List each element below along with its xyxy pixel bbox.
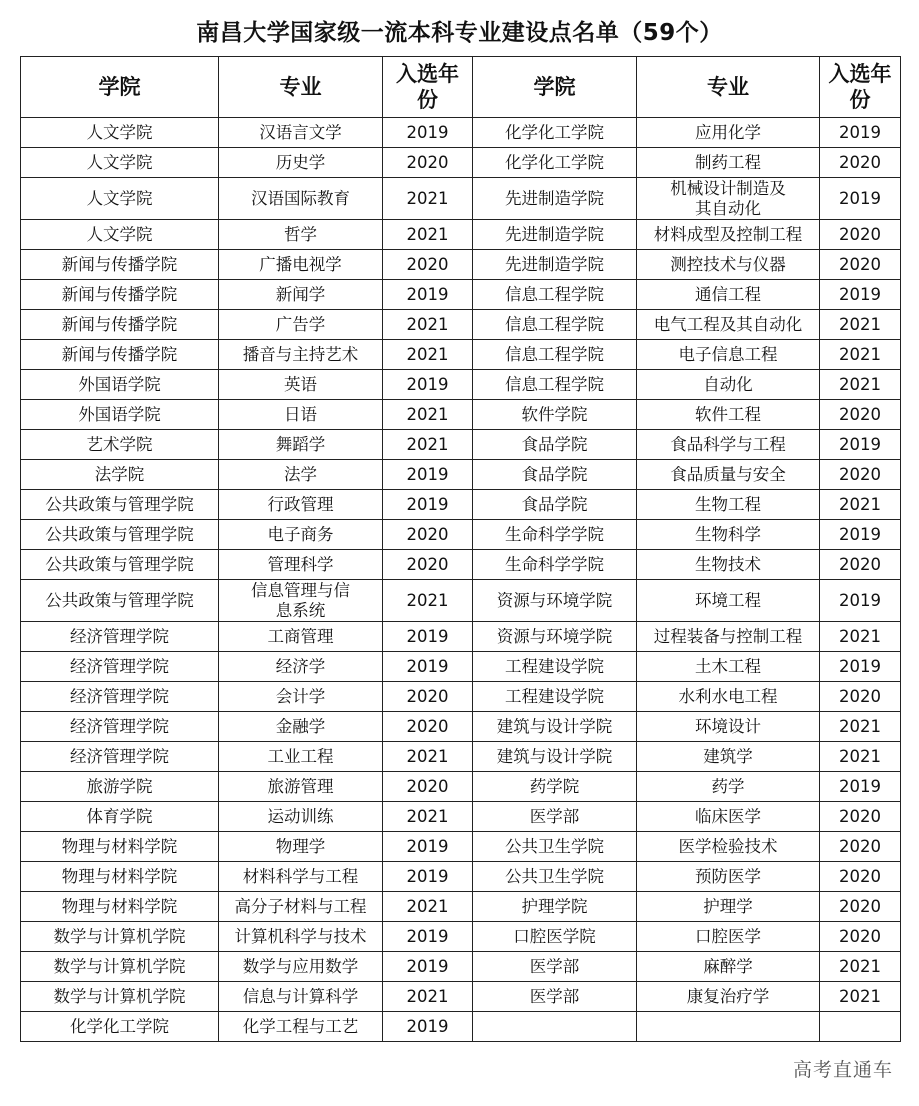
majors-table — [20, 56, 901, 1042]
college-left-cell: 公共政策与管理学院 — [21, 520, 219, 550]
college-right-cell: 工程建设学院 — [473, 652, 637, 682]
year-left-cell: 2020 — [383, 772, 473, 802]
major-left-cell: 金融学 — [219, 712, 383, 742]
year-right-cell: 2020 — [820, 220, 901, 250]
major-left-cell: 广告学 — [219, 310, 383, 340]
year-left-cell: 2020 — [383, 550, 473, 580]
table-row — [21, 742, 901, 772]
year-right-cell: 2019 — [820, 772, 901, 802]
college-right-cell: 医学部 — [473, 802, 637, 832]
watermark: 高考直通车 — [792, 1059, 893, 1081]
college-right-cell: 工程建设学院 — [473, 682, 637, 712]
year-left-cell: 2020 — [383, 148, 473, 178]
table-row — [21, 220, 901, 250]
major-right-cell: 电子信息工程 — [637, 340, 820, 370]
table-row — [21, 370, 901, 400]
major-right-cell: 土木工程 — [637, 652, 820, 682]
year-right-cell: 2019 — [820, 652, 901, 682]
year-left-cell: 2019 — [383, 922, 473, 952]
college-left-cell: 公共政策与管理学院 — [21, 490, 219, 520]
college-right-cell: 化学化工学院 — [473, 148, 637, 178]
major-right-cell — [637, 1012, 820, 1042]
college-right-cell: 信息工程学院 — [473, 370, 637, 400]
college-right-cell: 公共卫生学院 — [473, 832, 637, 862]
major-left-cell: 舞蹈学 — [219, 430, 383, 460]
college-left-cell: 物理与材料学院 — [21, 862, 219, 892]
table-row — [21, 982, 901, 1012]
year-left-cell: 2019 — [383, 280, 473, 310]
year-right-cell: 2021 — [820, 712, 901, 742]
college-left-cell: 法学院 — [21, 460, 219, 490]
college-left-cell: 物理与材料学院 — [21, 892, 219, 922]
table-row — [21, 490, 901, 520]
college-right-cell: 食品学院 — [473, 490, 637, 520]
year-right-cell: 2021 — [820, 370, 901, 400]
major-right-cell: 软件工程 — [637, 400, 820, 430]
table-row — [21, 802, 901, 832]
year-right-cell: 2020 — [820, 148, 901, 178]
college-left-cell: 外国语学院 — [21, 400, 219, 430]
major-right-cell: 口腔医学 — [637, 922, 820, 952]
major-left-cell: 材料科学与工程 — [219, 862, 383, 892]
major-left-cell: 广播电视学 — [219, 250, 383, 280]
page-title: 南昌大学国家级一流本科专业建设点名单（59个） — [196, 20, 723, 46]
major-right-cell: 食品科学与工程 — [637, 430, 820, 460]
year-right-cell: 2019 — [820, 118, 901, 148]
year-left-cell: 2019 — [383, 1012, 473, 1042]
table-row — [21, 622, 901, 652]
college-left-cell: 旅游学院 — [21, 772, 219, 802]
major-left-cell: 日语 — [219, 400, 383, 430]
major-left-cell: 经济学 — [219, 652, 383, 682]
major-right-cell: 护理学 — [637, 892, 820, 922]
college-right-cell: 口腔医学院 — [473, 922, 637, 952]
major-right-cell: 生物技术 — [637, 550, 820, 580]
header-college-left: 学院 — [21, 57, 219, 118]
college-right-cell: 先进制造学院 — [473, 220, 637, 250]
major-left-cell: 计算机科学与技术 — [219, 922, 383, 952]
college-right-cell: 医学部 — [473, 952, 637, 982]
college-right-cell: 先进制造学院 — [473, 250, 637, 280]
college-right-cell: 药学院 — [473, 772, 637, 802]
table-row — [21, 682, 901, 712]
table-row — [21, 580, 901, 622]
wrapped-cell-text: 信息管理与信息系统 — [250, 580, 350, 620]
year-right-cell: 2021 — [820, 982, 901, 1012]
major-right-cell: 医学检验技术 — [637, 832, 820, 862]
table-row — [21, 460, 901, 490]
major-right-cell: 生物工程 — [637, 490, 820, 520]
wrapped-cell-text: 机械设计制造及其自动化 — [670, 178, 786, 218]
major-right-cell: 过程装备与控制工程 — [637, 622, 820, 652]
major-left-cell: 高分子材料与工程 — [219, 892, 383, 922]
year-left-cell: 2021 — [383, 400, 473, 430]
major-left-cell: 新闻学 — [219, 280, 383, 310]
major-left-cell: 哲学 — [219, 220, 383, 250]
college-right-cell: 公共卫生学院 — [473, 862, 637, 892]
table-header-row — [21, 57, 901, 118]
year-left-cell: 2019 — [383, 832, 473, 862]
major-left-cell: 管理科学 — [219, 550, 383, 580]
major-right-cell: 建筑学 — [637, 742, 820, 772]
year-right-cell: 2019 — [820, 430, 901, 460]
major-right-cell: 测控技术与仪器 — [637, 250, 820, 280]
year-left-cell: 2019 — [383, 490, 473, 520]
table-row — [21, 652, 901, 682]
college-left-cell: 体育学院 — [21, 802, 219, 832]
major-left-cell: 物理学 — [219, 832, 383, 862]
major-left-cell: 法学 — [219, 460, 383, 490]
table-row — [21, 118, 901, 148]
year-right-cell: 2021 — [820, 622, 901, 652]
header-year-text: 入选年份 — [396, 62, 459, 112]
college-left-cell: 新闻与传播学院 — [21, 340, 219, 370]
college-right-cell: 信息工程学院 — [473, 310, 637, 340]
year-left-cell: 2021 — [383, 340, 473, 370]
year-right-cell: 2020 — [820, 862, 901, 892]
year-left-cell: 2021 — [383, 742, 473, 772]
year-right-cell: 2020 — [820, 460, 901, 490]
college-left-cell: 化学化工学院 — [21, 1012, 219, 1042]
major-left-cell: 运动训练 — [219, 802, 383, 832]
year-right-cell: 2020 — [820, 682, 901, 712]
header-college-right: 学院 — [473, 57, 637, 118]
year-right-cell: 2019 — [820, 580, 901, 622]
college-left-cell: 经济管理学院 — [21, 712, 219, 742]
college-left-cell: 经济管理学院 — [21, 652, 219, 682]
year-right-cell: 2019 — [820, 520, 901, 550]
year-left-cell: 2021 — [383, 802, 473, 832]
college-left-cell: 物理与材料学院 — [21, 832, 219, 862]
college-right-cell: 食品学院 — [473, 460, 637, 490]
year-right-cell: 2020 — [820, 802, 901, 832]
college-right-cell: 建筑与设计学院 — [473, 712, 637, 742]
year-left-cell: 2019 — [383, 460, 473, 490]
major-left-cell: 英语 — [219, 370, 383, 400]
college-right-cell: 资源与环境学院 — [473, 622, 637, 652]
college-left-cell: 数学与计算机学院 — [21, 982, 219, 1012]
major-right-cell: 通信工程 — [637, 280, 820, 310]
year-left-cell: 2019 — [383, 118, 473, 148]
year-right-cell: 2021 — [820, 952, 901, 982]
major-right-cell: 生物科学 — [637, 520, 820, 550]
college-right-cell: 护理学院 — [473, 892, 637, 922]
table-row — [21, 550, 901, 580]
table-row — [21, 148, 901, 178]
year-right-cell: 2019 — [820, 280, 901, 310]
header-year-text: 入选年份 — [828, 62, 892, 112]
table-row — [21, 862, 901, 892]
year-right-cell: 2021 — [820, 340, 901, 370]
college-left-cell: 新闻与传播学院 — [21, 310, 219, 340]
major-left-cell: 电子商务 — [219, 520, 383, 550]
header-year-right — [820, 57, 901, 118]
major-left-cell: 数学与应用数学 — [219, 952, 383, 982]
major-left-cell: 汉语国际教育 — [219, 178, 383, 220]
year-left-cell: 2020 — [383, 682, 473, 712]
table-row — [21, 832, 901, 862]
year-right-cell: 2019 — [820, 178, 901, 220]
table-row — [21, 1012, 901, 1042]
major-left-cell: 工业工程 — [219, 742, 383, 772]
college-right-cell — [473, 1012, 637, 1042]
college-right-cell: 信息工程学院 — [473, 280, 637, 310]
college-right-cell: 化学化工学院 — [473, 118, 637, 148]
year-left-cell: 2020 — [383, 250, 473, 280]
major-right-cell: 材料成型及控制工程 — [637, 220, 820, 250]
college-left-cell: 新闻与传播学院 — [21, 280, 219, 310]
year-left-cell: 2019 — [383, 952, 473, 982]
college-right-cell: 建筑与设计学院 — [473, 742, 637, 772]
year-left-cell: 2021 — [383, 178, 473, 220]
major-left-cell: 旅游管理 — [219, 772, 383, 802]
table-row — [21, 280, 901, 310]
college-left-cell: 新闻与传播学院 — [21, 250, 219, 280]
year-right-cell: 2020 — [820, 550, 901, 580]
major-left-cell: 汉语言文学 — [219, 118, 383, 148]
year-left-cell: 2020 — [383, 712, 473, 742]
table-row — [21, 340, 901, 370]
year-left-cell: 2019 — [383, 622, 473, 652]
table-row — [21, 430, 901, 460]
college-right-cell: 先进制造学院 — [473, 178, 637, 220]
year-right-cell: 2020 — [820, 922, 901, 952]
college-right-cell: 食品学院 — [473, 430, 637, 460]
college-right-cell: 资源与环境学院 — [473, 580, 637, 622]
college-left-cell: 公共政策与管理学院 — [21, 550, 219, 580]
table-row — [21, 400, 901, 430]
table-row — [21, 250, 901, 280]
table-row — [21, 922, 901, 952]
major-right-cell: 食品质量与安全 — [637, 460, 820, 490]
year-right-cell: 2020 — [820, 832, 901, 862]
year-right-cell: 2021 — [820, 742, 901, 772]
year-right-cell: 2020 — [820, 250, 901, 280]
major-right-cell: 电气工程及其自动化 — [637, 310, 820, 340]
college-left-cell: 人文学院 — [21, 118, 219, 148]
college-left-cell: 人文学院 — [21, 148, 219, 178]
college-left-cell: 艺术学院 — [21, 430, 219, 460]
year-left-cell: 2021 — [383, 310, 473, 340]
college-right-cell: 医学部 — [473, 982, 637, 1012]
major-right-cell: 预防医学 — [637, 862, 820, 892]
college-left-cell: 经济管理学院 — [21, 682, 219, 712]
major-right-cell: 康复治疗学 — [637, 982, 820, 1012]
year-right-cell: 2020 — [820, 892, 901, 922]
table-row — [21, 772, 901, 802]
year-left-cell: 2021 — [383, 580, 473, 622]
major-right-cell: 自动化 — [637, 370, 820, 400]
major-right-cell: 制药工程 — [637, 148, 820, 178]
major-left-cell: 工商管理 — [219, 622, 383, 652]
college-left-cell: 人文学院 — [21, 220, 219, 250]
year-left-cell: 2021 — [383, 982, 473, 1012]
major-right-cell: 药学 — [637, 772, 820, 802]
major-left-cell: 信息与计算科学 — [219, 982, 383, 1012]
major-left-cell: 会计学 — [219, 682, 383, 712]
college-left-cell: 数学与计算机学院 — [21, 952, 219, 982]
header-year-left — [383, 57, 473, 118]
table-row — [21, 310, 901, 340]
year-left-cell: 2021 — [383, 430, 473, 460]
college-left-cell: 经济管理学院 — [21, 622, 219, 652]
year-right-cell: 2020 — [820, 400, 901, 430]
year-left-cell: 2019 — [383, 862, 473, 892]
college-right-cell: 生命科学学院 — [473, 550, 637, 580]
college-right-cell: 信息工程学院 — [473, 340, 637, 370]
table-row — [21, 178, 901, 220]
major-right-cell: 环境设计 — [637, 712, 820, 742]
major-right-cell: 应用化学 — [637, 118, 820, 148]
major-right-cell — [637, 178, 820, 220]
major-left-cell — [219, 580, 383, 622]
major-left-cell: 行政管理 — [219, 490, 383, 520]
header-major-left: 专业 — [219, 57, 383, 118]
header-major-right: 专业 — [637, 57, 820, 118]
year-left-cell: 2020 — [383, 520, 473, 550]
college-left-cell: 数学与计算机学院 — [21, 922, 219, 952]
major-left-cell: 历史学 — [219, 148, 383, 178]
year-right-cell: 2021 — [820, 490, 901, 520]
year-right-cell: 2021 — [820, 310, 901, 340]
college-right-cell: 软件学院 — [473, 400, 637, 430]
major-right-cell: 麻醉学 — [637, 952, 820, 982]
major-left-cell: 播音与主持艺术 — [219, 340, 383, 370]
major-right-cell: 环境工程 — [637, 580, 820, 622]
college-left-cell: 人文学院 — [21, 178, 219, 220]
year-left-cell: 2019 — [383, 652, 473, 682]
year-left-cell: 2021 — [383, 220, 473, 250]
college-right-cell: 生命科学学院 — [473, 520, 637, 550]
major-left-cell: 化学工程与工艺 — [219, 1012, 383, 1042]
college-left-cell: 经济管理学院 — [21, 742, 219, 772]
year-right-cell — [820, 1012, 901, 1042]
college-left-cell: 外国语学院 — [21, 370, 219, 400]
college-left-cell: 公共政策与管理学院 — [21, 580, 219, 622]
table-row — [21, 892, 901, 922]
major-right-cell: 水利水电工程 — [637, 682, 820, 712]
major-right-cell: 临床医学 — [637, 802, 820, 832]
year-left-cell: 2021 — [383, 892, 473, 922]
year-left-cell: 2019 — [383, 370, 473, 400]
table-row — [21, 712, 901, 742]
table-row — [21, 520, 901, 550]
table-row — [21, 952, 901, 982]
